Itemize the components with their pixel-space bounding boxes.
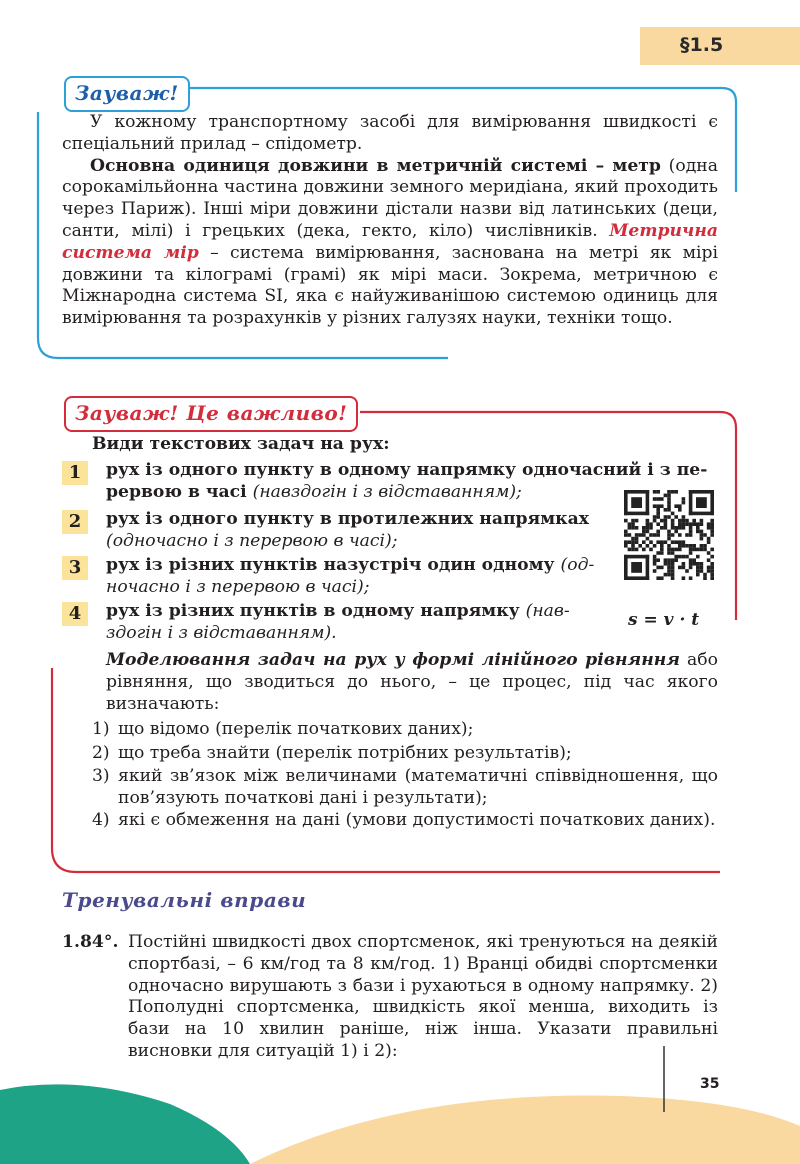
motion-types-intro: Види текстових задач на рух: — [92, 434, 390, 454]
list-item-4 — [106, 601, 626, 645]
list-badge-4: 4 — [62, 602, 88, 626]
list-badge-1: 1 — [62, 461, 88, 485]
list-item-3-bold: рух із різних пунктів назустріч один одному — [106, 555, 561, 575]
step-text: що треба знайти (перелік потрібних результатів); — [118, 742, 572, 763]
list-badge-2: 2 — [62, 510, 88, 534]
step-number: 2) — [92, 742, 110, 763]
list-item-4-italic-b: здогін і з відставанням). — [106, 622, 337, 643]
step-text: який зв’язок між величинами (математичні співвідношення, що пов’язують початкові дані і результати); — [118, 766, 718, 808]
modeling-term: Моделювання задач на рух у формі лінійного рівняння — [106, 650, 680, 670]
footer-decoration — [0, 1030, 800, 1164]
list-item-4-italic-a: (нав- — [525, 601, 570, 621]
note1-paragraph-1: У кожному транспортному засобі для вимірювання швидкості є спеціальний прилад – спідометр. — [62, 112, 718, 154]
list-item-1-italic: (навздогін і з відставанням); — [252, 481, 522, 502]
list-item-1-bold: рервою в часі — [106, 481, 253, 502]
step-text: які є обмеження на дані (умови допустимості початкових даних). — [118, 810, 716, 830]
metric-system-term: Метрична система мір — [62, 220, 718, 263]
modeling-paragraph — [106, 650, 718, 715]
step-number: 3) — [92, 766, 110, 786]
list-item-3-italic-a: (од- — [560, 555, 595, 575]
modeling-text — [106, 650, 718, 715]
note1-text-span: (одна сорокамільйонна частина довжини земного меридіана, який проходить через Париж). Інші міри довжини дістали назви від латинських (деци, санти, мілі) і грецьких (дека, гекто, кіло) числівників. — [62, 155, 718, 241]
list-item-1-line1: рух із одного пункту в одному напрямку одночасний і з пе- — [106, 460, 708, 480]
step-row — [92, 809, 718, 833]
list-item-3 — [106, 555, 626, 599]
list-item-2 — [106, 509, 626, 553]
note2-label: Зауваж! Це важливо! — [64, 396, 358, 432]
step-row — [92, 742, 718, 766]
list-item-4-line1 — [106, 601, 626, 623]
step-number: 4) — [92, 810, 110, 830]
list-item-4-bold: рух із різних пунктів в одному напрямку — [106, 601, 526, 621]
qr-code-icon[interactable] — [624, 490, 714, 580]
formula-distance: s = v · t — [628, 610, 700, 630]
step-row — [92, 718, 718, 742]
modeling-rest: або рівняння, що зводиться до нього, – це процес, під час якого визначають: — [106, 650, 718, 714]
note1-label: Зауваж! — [64, 76, 190, 112]
list-badge-3: 3 — [62, 556, 88, 580]
section-number: §1.5 — [680, 34, 724, 56]
note1-text-rest: – система вимірювання, заснована на метрі як мірі довжини та кілограмі (грамі) як мірі маси. Зокрема, метричною є Міжнародна система SI, яка є найуживанішою системою одиниць для вимірювання та розрахунків у різних галузях науки, техніки тощо. — [62, 242, 718, 329]
list-item-2-italic: (одночасно і з перервою в часі); — [106, 530, 398, 551]
step-row — [92, 765, 718, 809]
metre-definition: Основна одиниця довжини в метричній системі – метр — [90, 155, 661, 176]
modeling-steps — [92, 718, 718, 833]
exercise-text: Постійні швидкості двох спортсменок, які тренуються на деякій спортбазі, – 6 км/год та 8 км/год. 1) Вранці обидві спортсменки одночасно вирушають з бази і рухаються в одному напрямку. 2) Пополудні спортсменка, швидкість якої менша, виходить із бази на 10 хвилин раніше, ніж інша. Указати правильні висновки для ситуацій 1) і 2): — [128, 932, 718, 1061]
step-text: що відомо (перелік початкових даних); — [118, 719, 474, 739]
list-item-3-italic-b: ночасно і з перервою в часі); — [106, 576, 370, 597]
list-item-3-line1 — [106, 555, 626, 577]
page-number: 35 — [700, 1076, 720, 1092]
exercise-number: 1.84°. — [62, 932, 119, 952]
exercises-heading: Тренувальні вправи — [62, 888, 307, 912]
list-item-2-line1: рух із одного пункту в протилежних напрямках — [106, 509, 589, 529]
step-number: 1) — [92, 719, 110, 739]
